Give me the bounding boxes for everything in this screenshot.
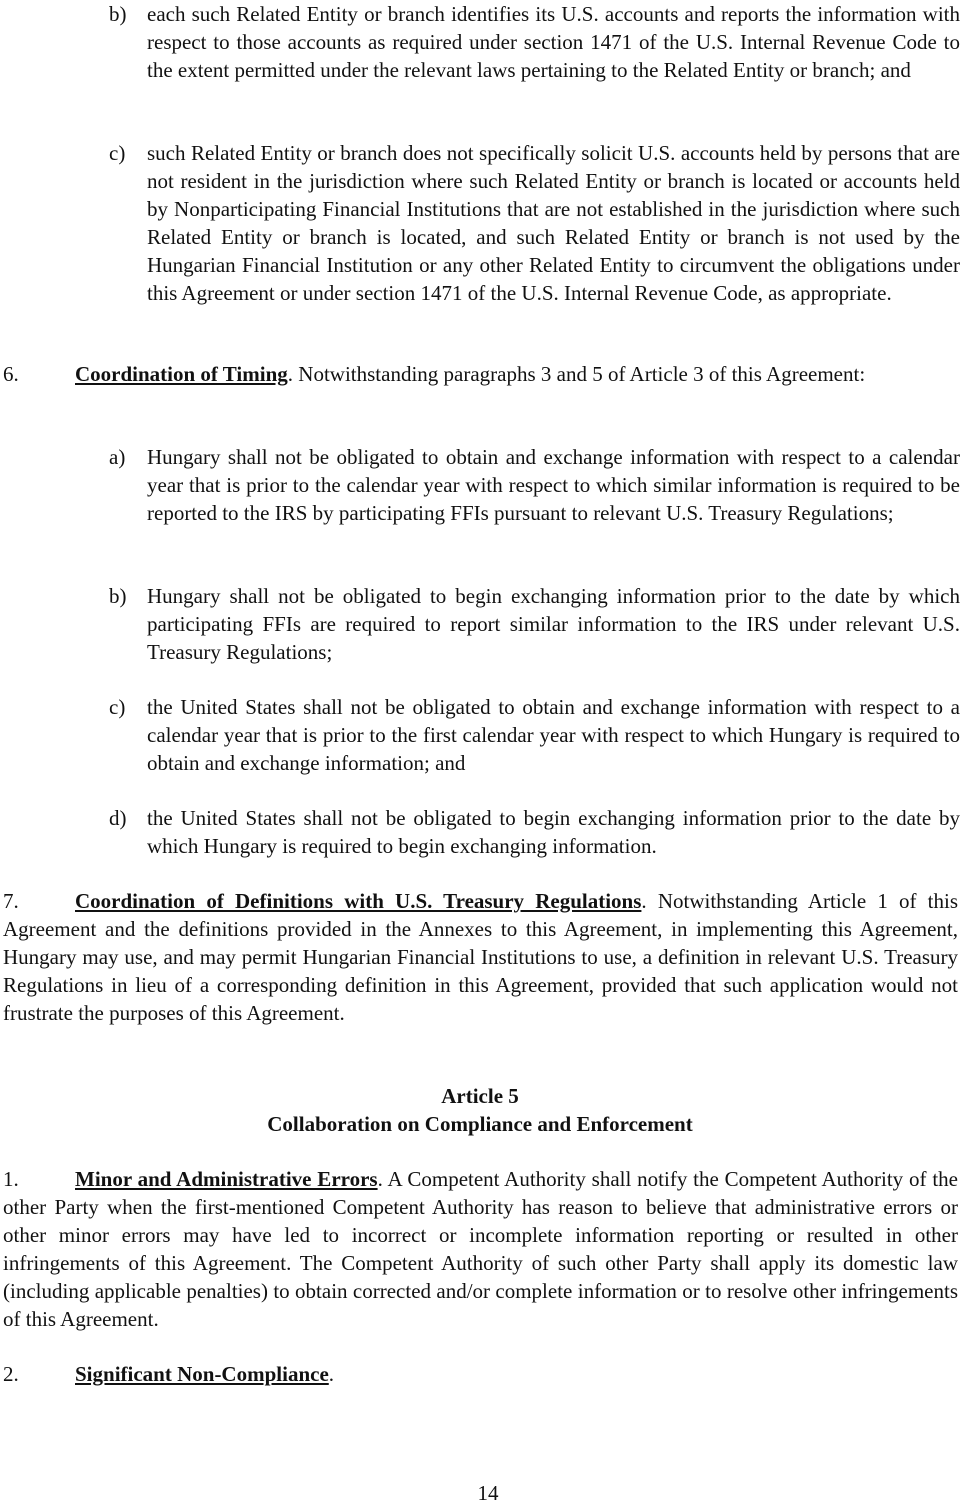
page-number: 14 [477,1481,499,1505]
list-marker: d) [109,806,127,830]
section-6-paragraph [3,360,958,388]
section-text: A Competent Authority shall notify the Competent Authority of the other Party when the first-mentioned Competent Authority has reason to believe that administrative errors or other minor errors may have led to incorrect or incomplete information reporting or resulted in other infringements of this Agreement. The Competent Authority of such other Party shall apply its domestic law (including applicable penalties) to obtain corrected and/or complete information or to resolve other infringements of this Agreement. [3,1167,958,1331]
article-subtitle: Collaboration on Compliance and Enforcement [267,1112,693,1136]
list-text: Hungary shall not be obligated to begin exchanging information prior to the date by which participating FFIs are required to report similar information to the IRS under relevant U.S. Treasury Regulations; [147,584,960,664]
heading-period: . [287,362,294,386]
heading-period: . [641,889,647,913]
heading-period: . [328,1362,335,1386]
list-marker: b) [109,584,127,608]
section-heading: Coordination of Definitions with U.S. Treasury Regulations [75,889,642,913]
section-heading: Coordination of Timing [75,362,288,386]
heading-period: . [377,1167,383,1191]
section-text: Notwithstanding paragraphs 3 and 5 of Article 3 of this Agreement: [293,362,866,386]
section-number: 7. [3,889,19,913]
article-5-paragraph-2 [3,1360,958,1388]
list-marker: c) [109,141,126,165]
section-heading: Minor and Administrative Errors [75,1167,378,1191]
list-text: such Related Entity or branch does not specifically solicit U.S. accounts held by persons that are not resident in the jurisdiction where such Related Entity or branch is located or accounts held by Nonparticipating Financial Institutions that are not established in the jurisdiction where such Related Entity or branch is located, and such Related Entity or branch is not used by the Hungarian Financial Institution or any other Related Entity to circumvent the obligations under this Agreement or under section 1471 of the U.S. Internal Revenue Code, as appropriate. [147,141,960,305]
list-text: the United States shall not be obligated to obtain and exchange information with respect to a calendar year that is prior to the first calendar year with respect to which Hungary is required to obtain and exchange information; and [147,695,960,775]
list-text: Hungary shall not be obligated to obtain and exchange information with respect to a calendar year that is prior to the calendar year with respect to which similar information is required to be reported to the IRS by participating FFIs pursuant to relevant U.S. Treasury Regulations; [147,445,960,525]
article-title: Article 5 [441,1084,519,1108]
list-marker: a) [109,445,126,469]
section-text: Notwithstanding Article 1 of this Agreement and the definitions provided in the Annexes to this Agreement, in implementing this Agreement, Hungary may use, and may permit Hungarian Financial Institutions to use, a definition in relevant U.S. Treasury Regulations in lieu of a corresponding definition in this Agreement, provided that such application would not frustrate the purposes of this Agreement. [3,889,959,1025]
section-7-paragraph [3,887,958,1027]
article-5-paragraph-1 [3,1165,958,1333]
list-text: each such Related Entity or branch identifies its U.S. accounts and reports the information with respect to those accounts as required under section 1471 of the U.S. Internal Revenue Code to the extent permitted under the relevant laws pertaining to the Related Entity or branch; and [147,2,960,82]
section-number: 1. [3,1167,19,1191]
section-heading: Significant Non-Compliance [75,1362,329,1386]
list-marker: b) [109,2,127,26]
section-number: 2. [3,1362,19,1386]
list-marker: c) [109,695,126,719]
section-number: 6. [3,362,19,386]
list-text: the United States shall not be obligated to begin exchanging information prior to the date by which Hungary is required to begin exchanging information. [147,806,960,858]
